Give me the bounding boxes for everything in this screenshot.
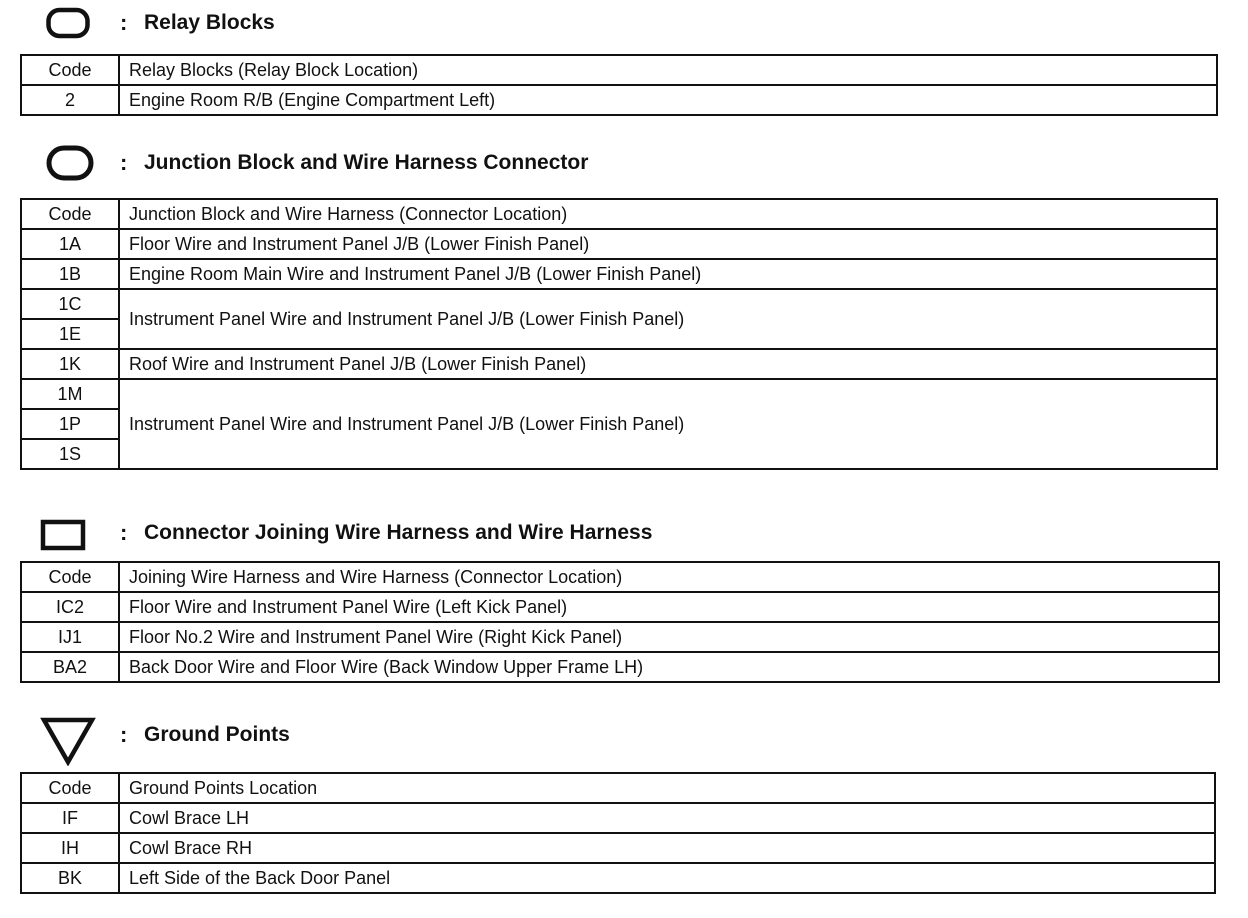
table-row	[21, 652, 1219, 682]
code-cell: IF	[21, 803, 119, 833]
code-cell: 1M	[21, 379, 119, 409]
relay-blocks-section	[20, 4, 1218, 110]
description-cell: Instrument Panel Wire and Instrument Panel J/B (Lower Finish Panel)	[119, 289, 1217, 349]
code-cell: 1S	[21, 439, 119, 469]
code-cell: IJ1	[21, 622, 119, 652]
table-row	[21, 85, 1217, 115]
code-cell: BA2	[21, 652, 119, 682]
section-title: Relay Blocks	[144, 11, 275, 34]
description-header: Junction Block and Wire Harness (Connector Location)	[119, 199, 1217, 229]
description-cell: Floor Wire and Instrument Panel J/B (Lower Finish Panel)	[119, 229, 1217, 259]
heading-colon: :	[120, 520, 128, 545]
description-cell: Left Side of the Back Door Panel	[119, 863, 1215, 893]
table-row	[21, 622, 1219, 652]
description-cell: Floor No.2 Wire and Instrument Panel Wire (Right Kick Panel)	[119, 622, 1219, 652]
table-row	[21, 592, 1219, 622]
oval-icon	[46, 144, 94, 182]
table-row	[21, 863, 1215, 893]
relay-blocks-heading	[20, 4, 1218, 44]
table-header-row	[21, 55, 1217, 85]
code-cell: BK	[21, 863, 119, 893]
junction-block-section	[20, 144, 1218, 464]
ground-points-heading	[20, 716, 1218, 756]
ground-points-section	[20, 716, 1218, 888]
section-title: Ground Points	[144, 723, 290, 746]
rectangle-icon	[40, 519, 86, 551]
description-cell: Instrument Panel Wire and Instrument Panel J/B (Lower Finish Panel)	[119, 379, 1217, 469]
connector-table	[20, 561, 1220, 683]
description-cell: Floor Wire and Instrument Panel Wire (Left Kick Panel)	[119, 592, 1219, 622]
description-cell: Cowl Brace LH	[119, 803, 1215, 833]
junction-block-heading	[20, 144, 1218, 184]
table-row	[21, 229, 1217, 259]
description-header: Joining Wire Harness and Wire Harness (Connector Location)	[119, 562, 1219, 592]
table-header-row	[21, 773, 1215, 803]
section-title: Junction Block and Wire Harness Connector	[144, 151, 589, 174]
code-header: Code	[21, 55, 119, 85]
table-row	[21, 259, 1217, 289]
connector-heading	[20, 514, 1218, 554]
code-header: Code	[21, 773, 119, 803]
code-cell: 2	[21, 85, 119, 115]
relay-blocks-table	[20, 54, 1218, 116]
code-cell: 1C	[21, 289, 119, 319]
heading-colon: :	[120, 150, 128, 175]
code-cell: 1E	[21, 319, 119, 349]
section-title: Connector Joining Wire Harness and Wire Harness	[144, 521, 653, 544]
code-cell: IH	[21, 833, 119, 863]
code-cell: IC2	[21, 592, 119, 622]
description-cell: Cowl Brace RH	[119, 833, 1215, 863]
description-cell: Engine Room R/B (Engine Compartment Left)	[119, 85, 1217, 115]
description-cell: Engine Room Main Wire and Instrument Panel J/B (Lower Finish Panel)	[119, 259, 1217, 289]
table-row	[21, 289, 1217, 319]
rounded-rectangle-icon	[46, 6, 90, 40]
heading-colon: :	[120, 722, 128, 747]
heading-colon: :	[120, 10, 128, 35]
code-cell: 1K	[21, 349, 119, 379]
description-cell: Roof Wire and Instrument Panel J/B (Lower Finish Panel)	[119, 349, 1217, 379]
table-header-row	[21, 562, 1219, 592]
code-cell: 1B	[21, 259, 119, 289]
table-header-row	[21, 199, 1217, 229]
code-cell: 1A	[21, 229, 119, 259]
ground-points-table	[20, 772, 1216, 894]
description-header: Ground Points Location	[119, 773, 1215, 803]
code-header: Code	[21, 562, 119, 592]
table-row	[21, 349, 1217, 379]
description-header: Relay Blocks (Relay Block Location)	[119, 55, 1217, 85]
table-row	[21, 379, 1217, 409]
description-cell: Back Door Wire and Floor Wire (Back Window Upper Frame LH)	[119, 652, 1219, 682]
table-row	[21, 833, 1215, 863]
triangle-down-icon	[40, 716, 96, 766]
code-cell: 1P	[21, 409, 119, 439]
table-row	[21, 803, 1215, 833]
junction-block-table	[20, 198, 1218, 470]
code-header: Code	[21, 199, 119, 229]
connector-section	[20, 514, 1218, 677]
